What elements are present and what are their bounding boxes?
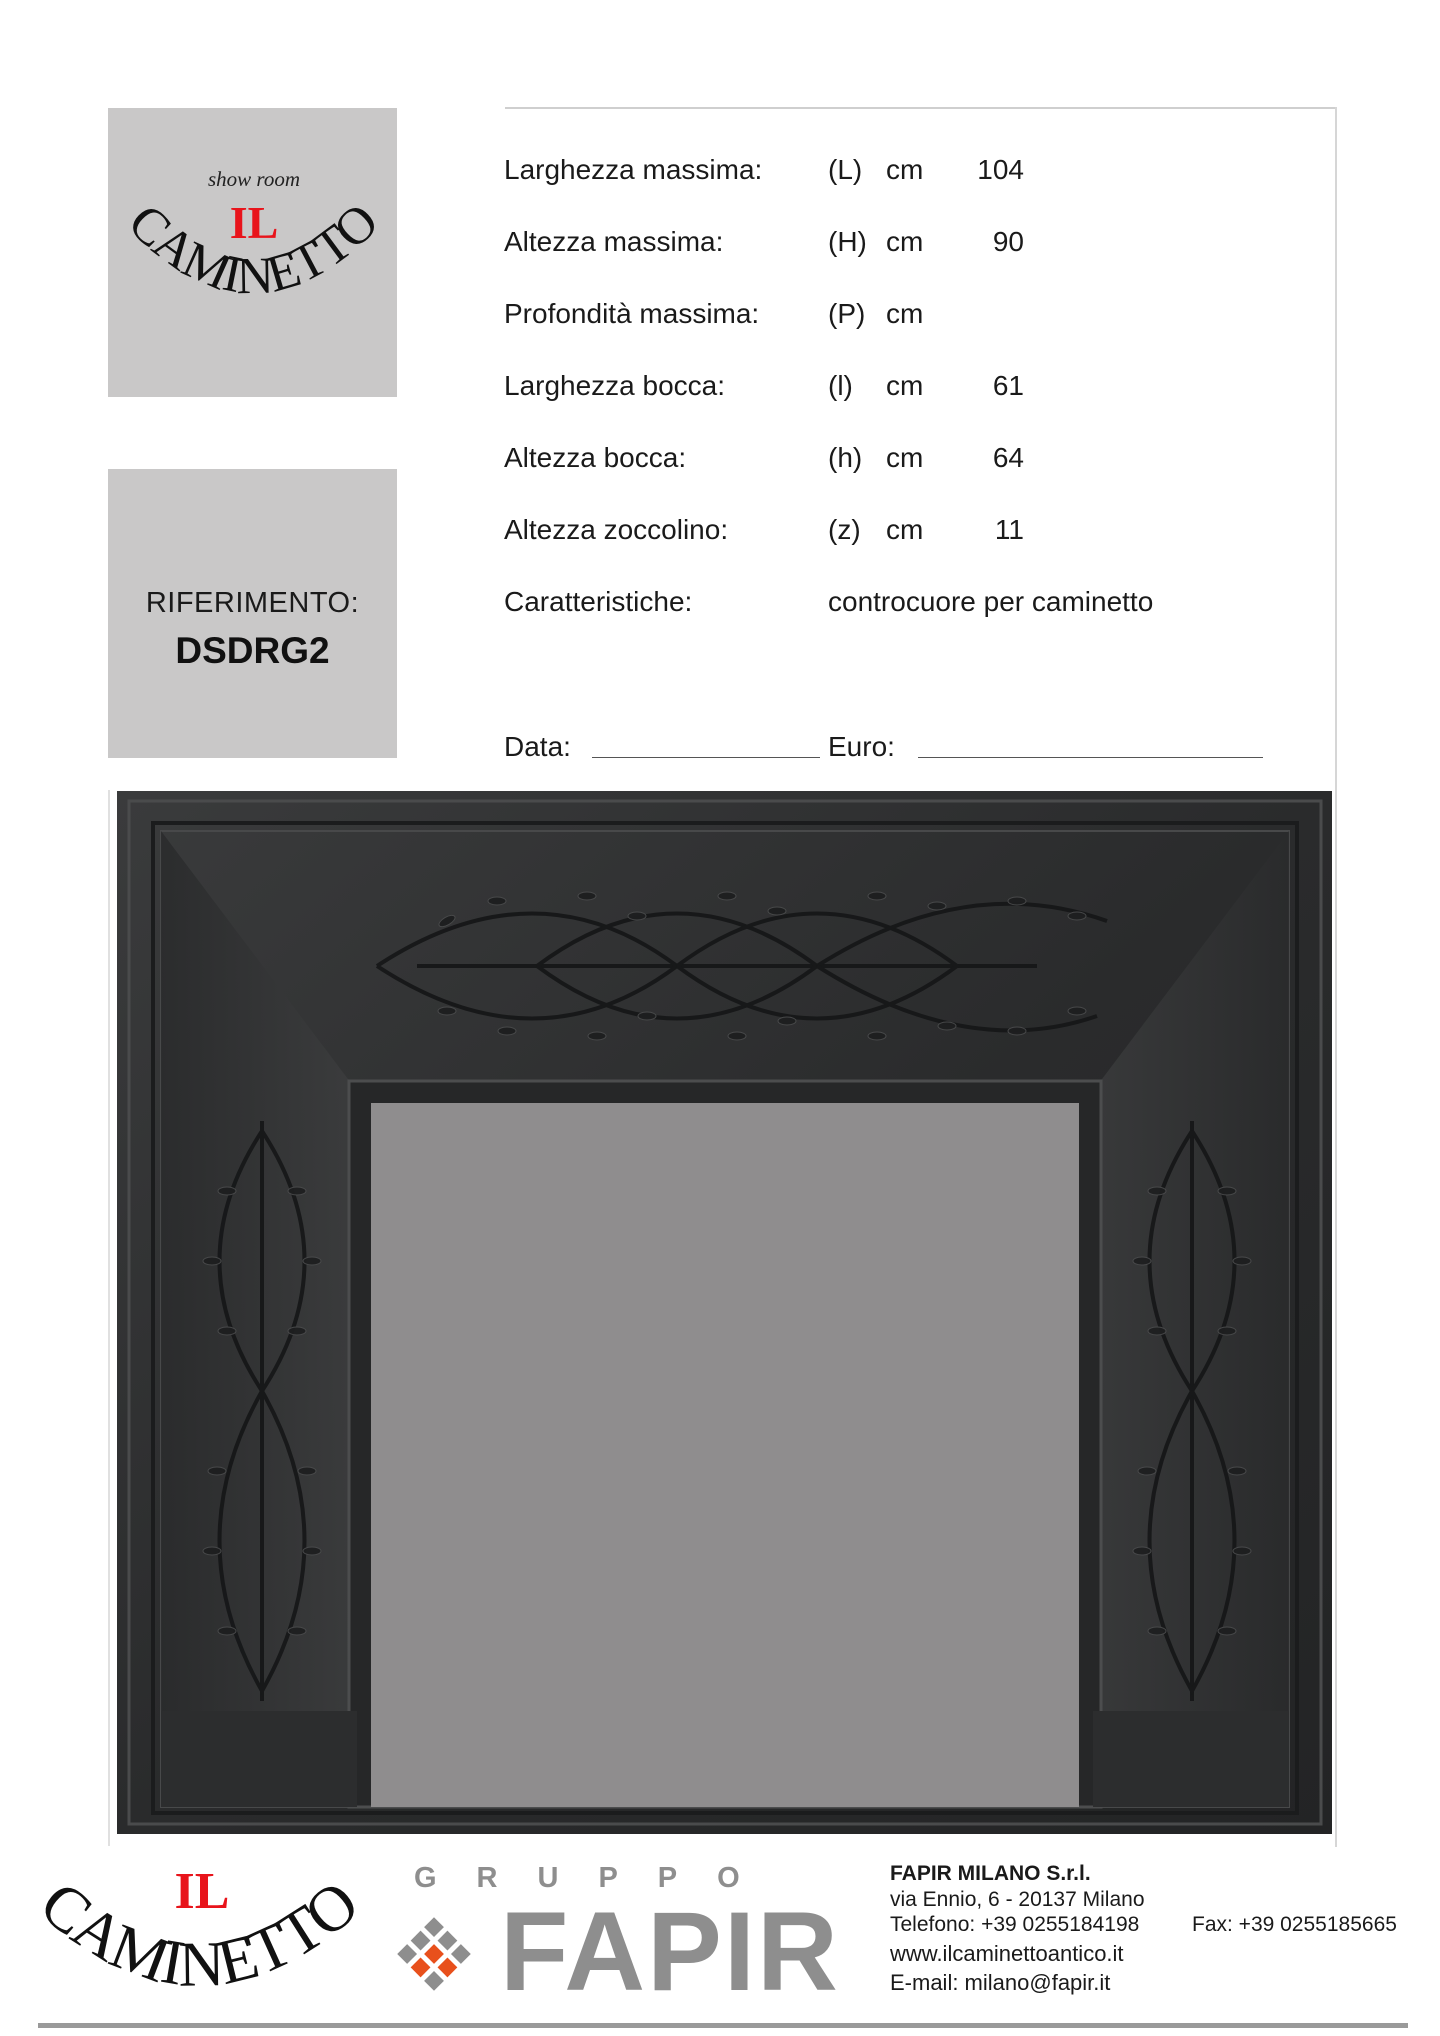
- features-value: controcuore per caminetto: [828, 586, 1154, 617]
- date-blank-line: [592, 757, 820, 758]
- spec-unit: cm: [886, 226, 924, 257]
- fapir-mark-icon: [388, 1908, 480, 2000]
- fireplace-opening: [371, 1103, 1079, 1807]
- euro-blank-line: [918, 757, 1263, 758]
- spec-label: Altezza bocca:: [504, 442, 687, 473]
- spec-code: (h): [828, 442, 863, 473]
- company-address: via Ennio, 6 - 20137 Milano: [890, 1888, 1145, 1911]
- reference-label: RIFERIMENTO:: [145, 587, 360, 619]
- spec-unit: cm: [886, 154, 924, 185]
- company-fax: Fax: +39 0255185665: [1192, 1913, 1397, 1936]
- spec-value: 104: [977, 154, 1024, 185]
- footer-caminetto-logo: [34, 1858, 364, 2023]
- spec-label: Altezza massima:: [504, 226, 724, 257]
- logo-tagline: show room: [208, 167, 300, 191]
- spec-label: Larghezza bocca:: [504, 370, 726, 401]
- logo-caminetto-arc: CAMINETTO: [117, 193, 389, 306]
- fapir-wordmark: FAPIR: [500, 1889, 840, 2014]
- fireback-illustration: [117, 791, 1332, 1834]
- euro-label: Euro:: [828, 731, 895, 762]
- footer-logo-graphic: [34, 1858, 364, 2023]
- spec-code: (H): [828, 226, 867, 257]
- spec-unit: cm: [886, 370, 924, 401]
- spec-unit: cm: [886, 298, 924, 329]
- reference-box: [108, 469, 397, 758]
- spec-code: (P): [828, 298, 866, 329]
- product-photo: [117, 791, 1332, 1834]
- spec-code: (l): [828, 370, 853, 401]
- company-email[interactable]: E-mail: milano@fapir.it: [890, 1970, 1111, 1995]
- footer-logo-caminetto-arc: CAMINETTO: [34, 1867, 364, 2000]
- footer-logo-il: IL: [174, 1863, 230, 1920]
- spec-value: 90: [992, 226, 1024, 257]
- date-label: Data:: [504, 731, 571, 762]
- spec-value: 61: [992, 370, 1024, 401]
- gruppo-label: GRUPPO: [414, 1862, 780, 1894]
- caminetto-logo-graphic: [108, 108, 397, 397]
- features-label: Caratteristiche:: [504, 586, 693, 617]
- spec-code: (L): [828, 154, 863, 185]
- bottom-rule: [38, 2023, 1408, 2028]
- reference-code: DSDRG2: [175, 630, 330, 671]
- spec-label: Larghezza massima:: [504, 154, 763, 185]
- company-name: FAPIR MILANO S.r.l.: [890, 1862, 1091, 1885]
- spec-value: 64: [992, 442, 1024, 473]
- frame-left-rule: [108, 790, 110, 1846]
- logo-il: IL: [229, 197, 279, 248]
- spec-code: (z): [828, 514, 861, 545]
- company-website[interactable]: www.ilcaminettoantico.it: [890, 1941, 1124, 1966]
- spec-unit: cm: [886, 442, 924, 473]
- company-phone: Telefono: +39 0255184198: [890, 1913, 1140, 1936]
- frame-top-rule: [505, 107, 1337, 109]
- spec-unit: cm: [886, 514, 924, 545]
- fapir-diamond-mark: [388, 1908, 480, 2000]
- spec-label: Altezza zoccolino:: [504, 514, 729, 545]
- frame-right-rule: [1335, 107, 1337, 1847]
- showroom-logo: [108, 108, 397, 397]
- spec-value: 11: [994, 514, 1024, 545]
- spec-label: Profondità massima:: [504, 298, 760, 329]
